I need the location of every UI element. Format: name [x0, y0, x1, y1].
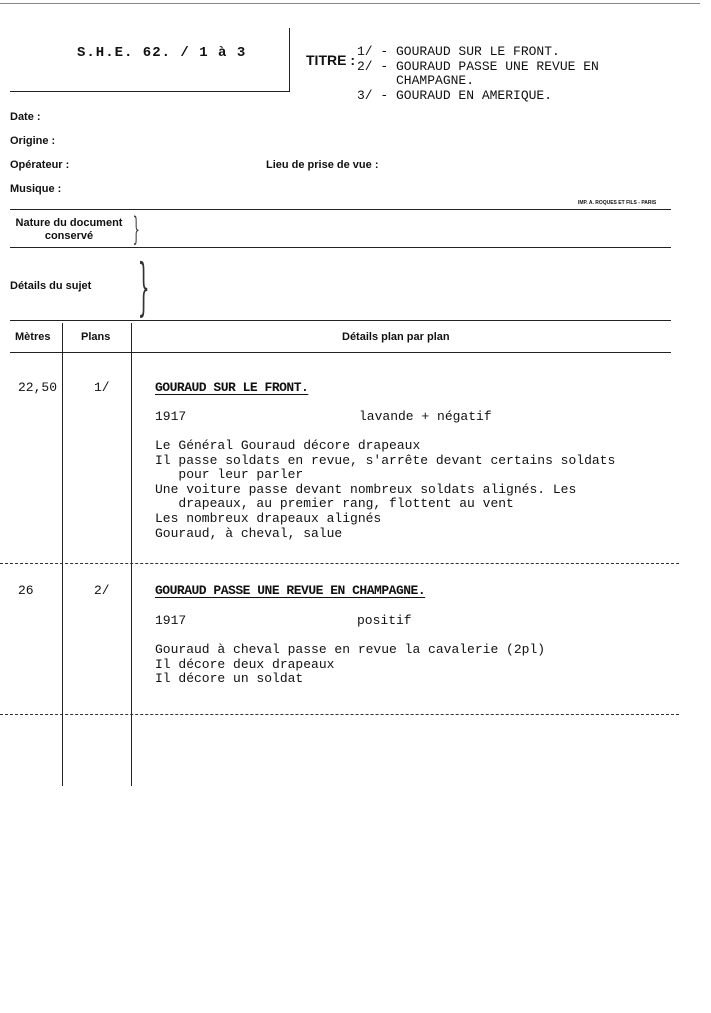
entry-line: Il passe soldats en revue, s'arrête devant certains soldats — [155, 452, 616, 468]
rule-nature — [10, 247, 671, 248]
lieu-label: Lieu de prise de vue : — [266, 159, 379, 171]
entry-metres: 26 — [18, 583, 34, 598]
entry-body — [155, 439, 615, 541]
entry-film: lavande + négatif — [359, 409, 492, 424]
details-sujet-brace: } — [137, 250, 150, 323]
entry-title: GOURAUD PASSE UNE REVUE EN CHAMPAGNE. — [155, 583, 426, 598]
top-edge-line — [0, 3, 700, 4]
nature-brace: } — [132, 210, 140, 248]
table-header-rule — [10, 352, 671, 353]
col-metres-header: Mètres — [15, 331, 51, 343]
nature-label-line2: conservé — [44, 230, 94, 242]
entry-year: 1917 — [155, 613, 187, 628]
titre-list — [357, 45, 599, 103]
entry-title: GOURAUD SUR LE FRONT. — [155, 380, 309, 395]
entry-line: drapeaux, au premier rang, flottent au vent — [155, 496, 514, 512]
entry-line: Il décore un soldat — [155, 671, 304, 687]
titre-line: CHAMPAGNE. — [357, 73, 475, 89]
entry-line: Gouraud, à cheval, salue — [155, 525, 343, 541]
entry-separator — [0, 714, 679, 715]
column-divider-1 — [62, 323, 63, 786]
origine-label: Origine : — [10, 135, 56, 147]
entry-body — [155, 643, 545, 687]
entry-line: Les nombreux drapeaux alignés — [155, 510, 382, 526]
entry-plan: 2/ — [94, 583, 110, 598]
rule-fields — [10, 209, 671, 210]
entry-line: Gouraud à cheval passe en revue la cavalerie (2pl) — [155, 642, 546, 657]
header-box-bottom — [10, 91, 289, 92]
titre-line: 2/ - GOURAUD PASSE UNE REVUE EN — [357, 58, 599, 74]
col-plans-header: Plans — [81, 331, 111, 343]
entry-film: positif — [357, 613, 412, 628]
table-top-rule — [10, 320, 671, 321]
titre-line: 1/ - GOURAUD SUR LE FRONT. — [357, 44, 560, 59]
entry-line: Le Général Gouraud décore drapeaux — [155, 438, 421, 453]
entry-plan: 1/ — [94, 380, 110, 395]
entry-separator — [0, 563, 679, 564]
entry-year: 1917 — [155, 409, 187, 424]
printer-mark: IMP. A. ROQUES ET FILS - PARIS — [578, 200, 657, 206]
details-sujet-label: Détails du sujet — [10, 280, 92, 292]
entry-line: Une voiture passe devant nombreux soldats alignés. Les — [155, 481, 577, 497]
entry-metres: 22,50 — [18, 380, 58, 395]
col-details-header: Détails plan par plan — [342, 331, 450, 343]
operateur-label: Opérateur : — [10, 159, 70, 171]
entry-line: Il décore deux drapeaux — [155, 656, 335, 672]
titre-label: TITRE : — [306, 52, 355, 68]
musique-label: Musique : — [10, 183, 62, 195]
date-label: Date : — [10, 111, 41, 123]
nature-label-line1: Nature du document — [15, 217, 123, 229]
column-divider-2 — [131, 323, 132, 786]
nature-label — [10, 217, 128, 243]
titre-line: 3/ - GOURAUD EN AMERIQUE. — [357, 87, 553, 103]
entry-line: pour leur parler — [155, 467, 304, 483]
document-reference: S.H.E. 62. / 1 à 3 — [77, 45, 247, 61]
header-box-divider — [289, 28, 290, 92]
